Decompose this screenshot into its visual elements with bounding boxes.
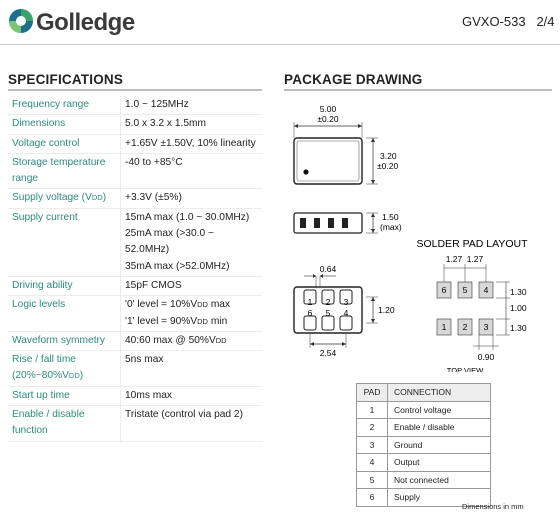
- page-number: 2/4: [536, 14, 555, 29]
- spec-value-line: +1.65V ±1.50V, 10% linearity: [125, 137, 256, 149]
- spec-row: [8, 406, 262, 442]
- package-drawing: [284, 92, 554, 372]
- top-height-tolerance: ±0.20: [377, 161, 399, 171]
- pad-connection: Ground: [388, 436, 491, 454]
- units-note: Dimensions in mm: [462, 502, 524, 511]
- spec-value-line: -40 to +85°C: [125, 156, 183, 168]
- solder-pad-width: 0.90: [477, 352, 495, 362]
- spec-row: [8, 351, 262, 387]
- spec-row: [8, 96, 262, 115]
- pad-connection: Enable / disable: [388, 419, 491, 437]
- spec-value-line: '1' level = 90%VDD min: [125, 315, 228, 327]
- spec-value: [121, 189, 263, 208]
- pad-row: [357, 454, 491, 472]
- pad-number: 6: [357, 489, 388, 507]
- package-drawing-title: PACKAGE DRAWING: [284, 72, 423, 87]
- solder-pad-height-bottom: 1.30: [510, 323, 527, 333]
- connection-header: CONNECTION: [388, 384, 491, 402]
- spec-key: Start up time: [8, 386, 121, 405]
- spec-value-line: 25mA max (>30.0 ~ 52.0MHz): [125, 228, 214, 256]
- spec-row: [8, 331, 262, 350]
- spec-value-line: Tristate (control via pad 2): [125, 409, 243, 421]
- bottom-pitch-label: 2.54: [319, 348, 337, 358]
- bottom-pad-width-label: 0.64: [319, 264, 337, 274]
- spec-value-line: 5ns max: [125, 354, 164, 366]
- header-divider: [0, 44, 560, 45]
- bottom-pad-gap-label: 1.20: [378, 305, 395, 315]
- spec-value-line: 40:60 max @ 50%VDD: [125, 334, 227, 346]
- spec-key: Supply voltage (VDD): [8, 189, 121, 208]
- spec-row: [8, 134, 262, 153]
- spec-key: Voltage control: [8, 134, 121, 153]
- bottom-view: [294, 264, 395, 358]
- pad-number: 5: [357, 471, 388, 489]
- spec-row: [8, 208, 262, 276]
- bottom-pad-2: 2: [325, 297, 331, 307]
- pad-connection-table: [356, 383, 491, 507]
- spec-value: [121, 351, 263, 387]
- pad-header: PAD: [357, 384, 388, 402]
- spec-value: [121, 386, 263, 405]
- pad-connection: Supply: [388, 489, 491, 507]
- pad-number: 3: [357, 436, 388, 454]
- side-view: [294, 212, 402, 233]
- pad-number: 4: [357, 454, 388, 472]
- logo: [8, 8, 34, 34]
- spec-value: [121, 296, 263, 332]
- specifications-table: [8, 96, 262, 442]
- golledge-logo-icon: [8, 8, 34, 34]
- pad-row: [357, 419, 491, 437]
- bottom-pad-3: 3: [343, 297, 349, 307]
- brand-name: Golledge: [36, 9, 135, 36]
- bottom-pad-1: 1: [307, 297, 313, 307]
- solder-pad-1: 1: [441, 322, 447, 332]
- top-view-label: TOP VIEW: [446, 366, 484, 372]
- bottom-pad-5: 5: [325, 308, 331, 318]
- spec-key: Driving ability: [8, 276, 121, 295]
- spec-key: Supply current: [8, 208, 121, 276]
- top-width-label: 5.00: [319, 104, 337, 114]
- pad-number: 2: [357, 419, 388, 437]
- package-drawing-rule: [284, 89, 552, 91]
- spec-value: [121, 276, 263, 295]
- solder-pitch-b: 1.27: [466, 254, 484, 264]
- top-width-tolerance: ±0.20: [317, 114, 339, 124]
- top-view: [294, 104, 398, 184]
- spec-row: [8, 189, 262, 208]
- side-height-label: 1.50: [382, 212, 399, 222]
- spec-value-line: 15pF CMOS: [125, 279, 182, 291]
- pad-connection: Not connected: [388, 471, 491, 489]
- spec-key: Enable / disable function: [8, 406, 121, 442]
- spec-value: [121, 134, 263, 153]
- spec-row: [8, 296, 262, 332]
- doc-code: GVXO-533: [462, 14, 526, 29]
- top-height-label: 3.20: [380, 151, 397, 161]
- pad-connection: Output: [388, 454, 491, 472]
- spec-value-line: 15mA max (1.0 ~ 30.0MHz): [125, 211, 250, 223]
- bottom-pad-6: 6: [307, 308, 313, 318]
- spec-value-line: +3.3V (±5%): [125, 192, 182, 204]
- pad-connection: Control voltage: [388, 401, 491, 419]
- spec-value-line: '0' level = 10%VDD max: [125, 299, 231, 311]
- spec-key: Storage temperature range: [8, 153, 121, 189]
- solder-pad-layout: [416, 238, 528, 372]
- pad-row: [357, 471, 491, 489]
- solder-pad-title: SOLDER PAD LAYOUT: [416, 238, 528, 250]
- pad-row: [357, 401, 491, 419]
- spec-row: [8, 276, 262, 295]
- spec-key: Logic levels: [8, 296, 121, 332]
- solder-pad-4: 4: [483, 285, 489, 295]
- spec-value: [121, 406, 263, 442]
- spec-key: Rise / fall time (20%~80%VDD): [8, 351, 121, 387]
- solder-pad-3: 3: [483, 322, 489, 332]
- pad-table-header: [357, 384, 491, 402]
- specifications-title: SPECIFICATIONS: [8, 72, 124, 87]
- spec-key: Dimensions: [8, 115, 121, 134]
- solder-pad-gap: 1.00: [510, 303, 527, 313]
- solder-pad-2: 2: [462, 322, 468, 332]
- specifications-rule: [8, 89, 262, 91]
- pad-number: 1: [357, 401, 388, 419]
- spec-value: [121, 331, 263, 350]
- pin1-marker: [303, 169, 308, 174]
- spec-row: [8, 115, 262, 134]
- spec-value: [121, 115, 263, 134]
- solder-pad-height-top: 1.30: [510, 287, 527, 297]
- spec-value-line: 1.0 ~ 125MHz: [125, 99, 189, 110]
- solder-pad-6: 6: [441, 285, 447, 295]
- solder-pad-5: 5: [462, 285, 468, 295]
- spec-value: [121, 153, 263, 189]
- solder-pitch-a: 1.27: [445, 254, 463, 264]
- spec-key: Frequency range: [8, 96, 121, 115]
- spec-row: [8, 153, 262, 189]
- document-id: [462, 14, 555, 29]
- side-height-note: (max): [380, 222, 402, 232]
- spec-value-line: 10ms max: [125, 389, 172, 401]
- pad-row: [357, 436, 491, 454]
- spec-value-line: 5.0 x 3.2 x 1.5mm: [125, 118, 206, 130]
- spec-value-line: 35mA max (>52.0MHz): [125, 260, 230, 272]
- spec-value: [121, 208, 263, 276]
- spec-key: Waveform symmetry: [8, 331, 121, 350]
- spec-value: [121, 96, 263, 115]
- spec-row: [8, 386, 262, 405]
- bottom-pad-4: 4: [343, 308, 349, 318]
